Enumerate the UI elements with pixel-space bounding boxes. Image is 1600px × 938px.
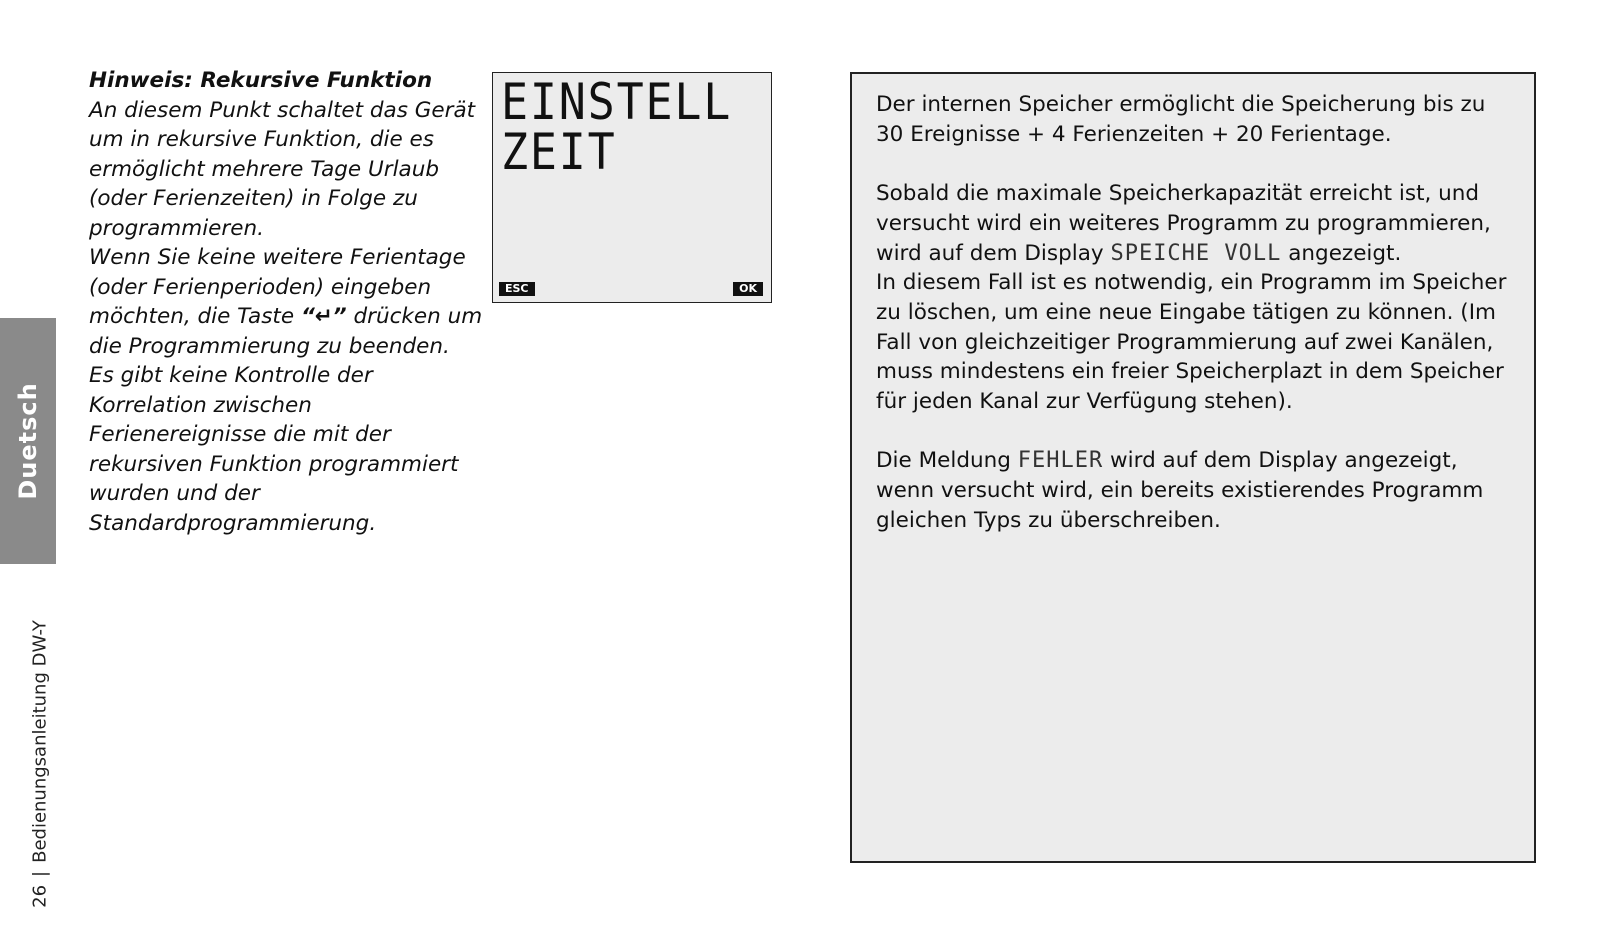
info-paragraph-2-end: angezeigt. bbox=[1281, 240, 1402, 266]
recursive-function-note bbox=[89, 66, 489, 538]
footer-separator: | bbox=[29, 870, 51, 877]
memory-info-box bbox=[850, 72, 1536, 863]
info-paragraph-4-end: wird auf dem Display angezeigt, wenn versucht wird, ein bereits existierendes Programm gleichen Typs zu überschreiben. bbox=[876, 448, 1484, 533]
lcd-esc-label: ESC bbox=[499, 282, 535, 296]
note-paragraph-2-start: Wenn Sie keine weitere Ferientage (oder Ferienperioden) eingeben möchten, die Taste bbox=[89, 245, 466, 329]
lcd-line-1: EINSTELL bbox=[501, 73, 733, 131]
note-paragraph-3: Es gibt keine Kontrolle der Korrelation zwischen Ferienereignisse die mit der rekursiven Funktion programmiert wurden und der Standardprogrammierung. bbox=[89, 363, 459, 536]
lcd-display bbox=[492, 72, 772, 303]
lcd-ok-label: OK bbox=[733, 282, 763, 296]
note-title: Hinweis: Rekursive Funktion bbox=[89, 68, 433, 93]
info-paragraph-3: In diesem Fall ist es notwendig, ein Programm im Speicher zu löschen, um eine neue Eingabe tätigen zu können. (Im Fall von gleichzeitiger Programmierung auf zwei Kanälen, muss mindestens ein freier Speicherplazt in dem Speicher für jeden Kanal zur Verfügung stehen). bbox=[876, 270, 1507, 415]
info-paragraph-2 bbox=[876, 179, 1512, 268]
lcd-line-2: ZEIT bbox=[501, 123, 617, 181]
note-paragraph-2 bbox=[89, 243, 489, 361]
info-paragraph-2-start: Sobald die maximale Speicherkapazität erreicht ist, und versucht wird ein weiteres Programm zu programmieren, wird auf dem Display bbox=[876, 181, 1491, 266]
note-paragraph-1: An diesem Punkt schaltet das Gerät um in rekursive Funktion, die es ermöglicht mehrere Tage Urlaub (oder Ferienzeiten) in Folge zu programmieren. bbox=[89, 97, 476, 241]
note-paragraph-2-end: drücken um die Programmierung zu beenden. bbox=[89, 304, 483, 359]
language-tab bbox=[0, 318, 56, 564]
page-footer bbox=[30, 620, 51, 908]
memory-full-display-text: SPEICHE VOLL bbox=[1110, 240, 1282, 266]
page-number: 26 bbox=[29, 884, 51, 908]
enter-key-symbol: “↵” bbox=[300, 304, 347, 329]
language-tab-label: Duetsch bbox=[14, 382, 42, 500]
manual-title: Bedienungsanleitung DW-Y bbox=[29, 620, 51, 863]
info-paragraph-1: Der internen Speicher ermöglicht die Speicherung bis zu 30 Ereignisse + 4 Ferienzeiten + 20 Ferientage. bbox=[876, 92, 1486, 147]
info-paragraph-4 bbox=[876, 446, 1512, 535]
error-display-text: FEHLER bbox=[1017, 448, 1104, 474]
info-paragraph-4-start: Die Meldung bbox=[876, 448, 1018, 474]
